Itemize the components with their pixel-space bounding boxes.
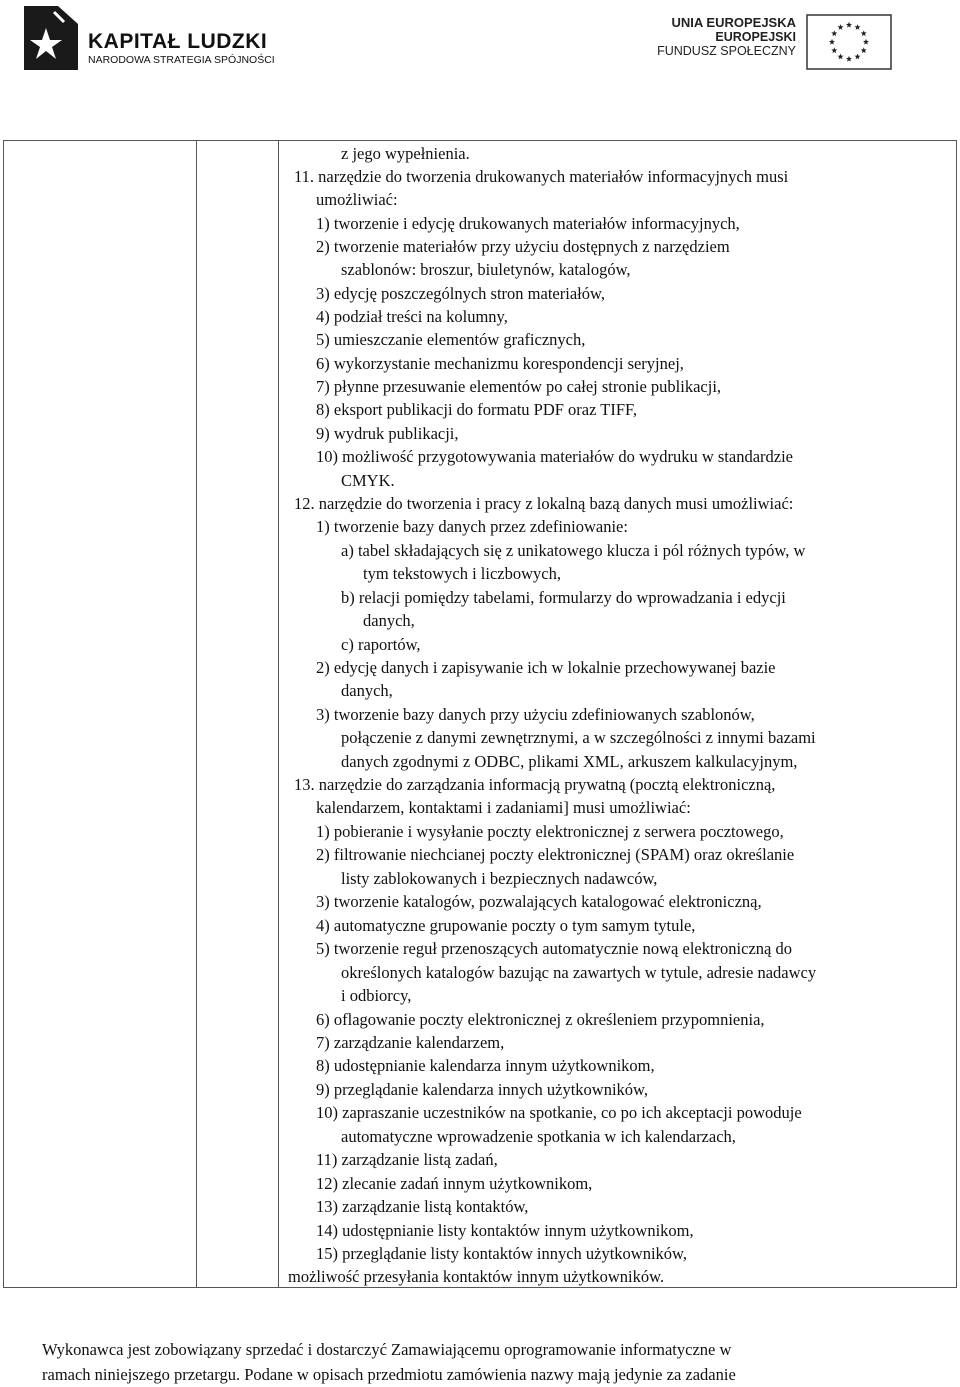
text-line: połączenie z danymi zewnętrznymi, a w szczególności z innymi bazami [341,728,816,747]
text-line: 12) zlecanie zadań innym użytkownikom, [316,1174,593,1193]
eu-logo-text [657,16,796,58]
text-line: 10) zapraszanie uczestników na spotkanie, co po ich akceptacji powoduje [316,1103,802,1122]
text-line: 11. narzędzie do tworzenia drukowanych materiałów informacyjnych musi [294,167,789,186]
text-line: danych, [363,611,415,630]
text-line: 4) podział treści na kolumny, [316,307,508,326]
text-line: 14) udostępnianie listy kontaktów innym użytkownikom, [316,1221,694,1240]
text-line: 2) filtrowanie niechcianej poczty elektronicznej (SPAM) oraz określanie [316,845,795,864]
text-line: 3) tworzenie katalogów, pozwalających katalogować elektroniczną, [316,892,762,911]
column-divider-1 [196,141,197,1287]
eu-line-1: UNIA EUROPEJSKA [671,15,796,30]
text-line: i odbiorcy, [341,986,412,1005]
logo-title: KAPITAŁ LUDZKI [88,30,268,53]
text-line: możliwość przesyłania kontaktów innym użytkowników. [288,1267,665,1286]
text-line: 9) wydruk publikacji, [316,424,459,443]
text-line: 2) tworzenie materiałów przy użyciu dostępnych z narzędziem [316,237,730,256]
text-line: szablonów: broszur, biuletynów, katalogów, [341,260,631,279]
text-line: 4) automatyczne grupowanie poczty o tym samym tytule, [316,916,696,935]
footer-line: ramach niniejszego przetargu. Podane w opisach przedmiotu zamówienia nazwy mają jedynie za zadanie [42,1365,736,1384]
text-line: 15) przeglądanie listy kontaktów innych użytkowników, [316,1244,688,1263]
text-line: 9) przeglądanie kalendarza innych użytkowników, [316,1080,649,1099]
text-line: danych zgodnymi z ODBC, plikami XML, arkuszem kalkulacyjnym, [341,752,798,771]
text-line: 12. narzędzie do tworzenia i pracy z lokalną bazą danych musi umożliwiać: [294,494,794,513]
text-line: 8) udostępnianie kalendarza innym użytkownikom, [316,1056,655,1075]
text-line: 6) oflagowanie poczty elektronicznej z określeniem przypomnienia, [316,1010,765,1029]
text-line: umożliwiać: [316,190,398,209]
column-divider-2 [278,141,279,1287]
text-line: tym tekstowych i liczbowych, [363,564,561,583]
logo-subtitle: NARODOWA STRATEGIA SPÓJNOŚCI [88,54,275,66]
text-line: 1) tworzenie i edycję drukowanych materiałów informacyjnych, [316,214,740,233]
kapital-ludzki-star-icon [16,4,82,72]
text-line: 1) pobieranie i wysyłanie poczty elektronicznej z serwera pocztowego, [316,822,784,841]
eu-line-3: FUNDUSZ SPOŁECZNY [657,44,796,58]
kapital-ludzki-logo [16,4,286,74]
text-line: określonych katalogów bazując na zawartych w tytule, adresie nadawcy [341,963,817,982]
text-line: kalendarzem, kontaktami i zadaniami] musi umożliwiać: [316,798,691,817]
text-line: 3) tworzenie bazy danych przy użyciu zdefiniowanych szablonów, [316,705,755,724]
page-header [0,0,960,80]
text-line: 8) eksport publikacji do formatu PDF oraz TIFF, [316,400,638,419]
eu-line-2: EUROPEJSKI [715,30,796,44]
text-line: 7) płynne przesuwanie elementów po całej stronie publikacji, [316,377,722,396]
text-line: danych, [341,681,393,700]
text-line: z jego wypełnienia. [341,144,470,163]
text-line: 3) edycję poszczególnych stron materiałów, [316,284,605,303]
footer-line: Wykonawca jest zobowiązany sprzedać i dostarczyć Zamawiającemu oprogramowanie informatyczne w [42,1340,732,1359]
text-line: a) tabel składających się z unikatowego klucza i pól różnych typów, w [341,541,806,560]
text-line: 10) możliwość przygotowywania materiałów do wydruku w standardzie [316,447,793,466]
text-line: c) raportów, [341,635,421,654]
text-line: 11) zarządzanie listą zadań, [316,1150,498,1169]
text-line: CMYK. [341,471,395,490]
text-line: 2) edycję danych i zapisywanie ich w lokalnie przechowywanej bazie [316,658,776,677]
eu-logo [657,14,896,72]
text-line: automatyczne wprowadzenie spotkania w ich kalendarzach, [341,1127,736,1146]
text-line: 5) umieszczanie elementów graficznych, [316,330,586,349]
text-line: 13) zarządzanie listą kontaktów, [316,1197,529,1216]
text-line: 6) wykorzystanie mechanizmu korespondencji seryjnej, [316,354,684,373]
text-line: 1) tworzenie bazy danych przez zdefiniowanie: [316,517,628,536]
text-line: b) relacji pomiędzy tabelami, formularzy do wprowadzania i edycji [341,588,786,607]
eu-flag-icon [806,14,892,70]
text-line: listy zablokowanych i bezpiecznych nadawców, [341,869,658,888]
text-line: 7) zarządzanie kalendarzem, [316,1033,505,1052]
text-line: 5) tworzenie reguł przenoszących automatycznie nową elektroniczną do [316,939,792,958]
text-line: 13. narzędzie do zarządzania informacją prywatną (pocztą elektroniczną, [294,775,776,794]
